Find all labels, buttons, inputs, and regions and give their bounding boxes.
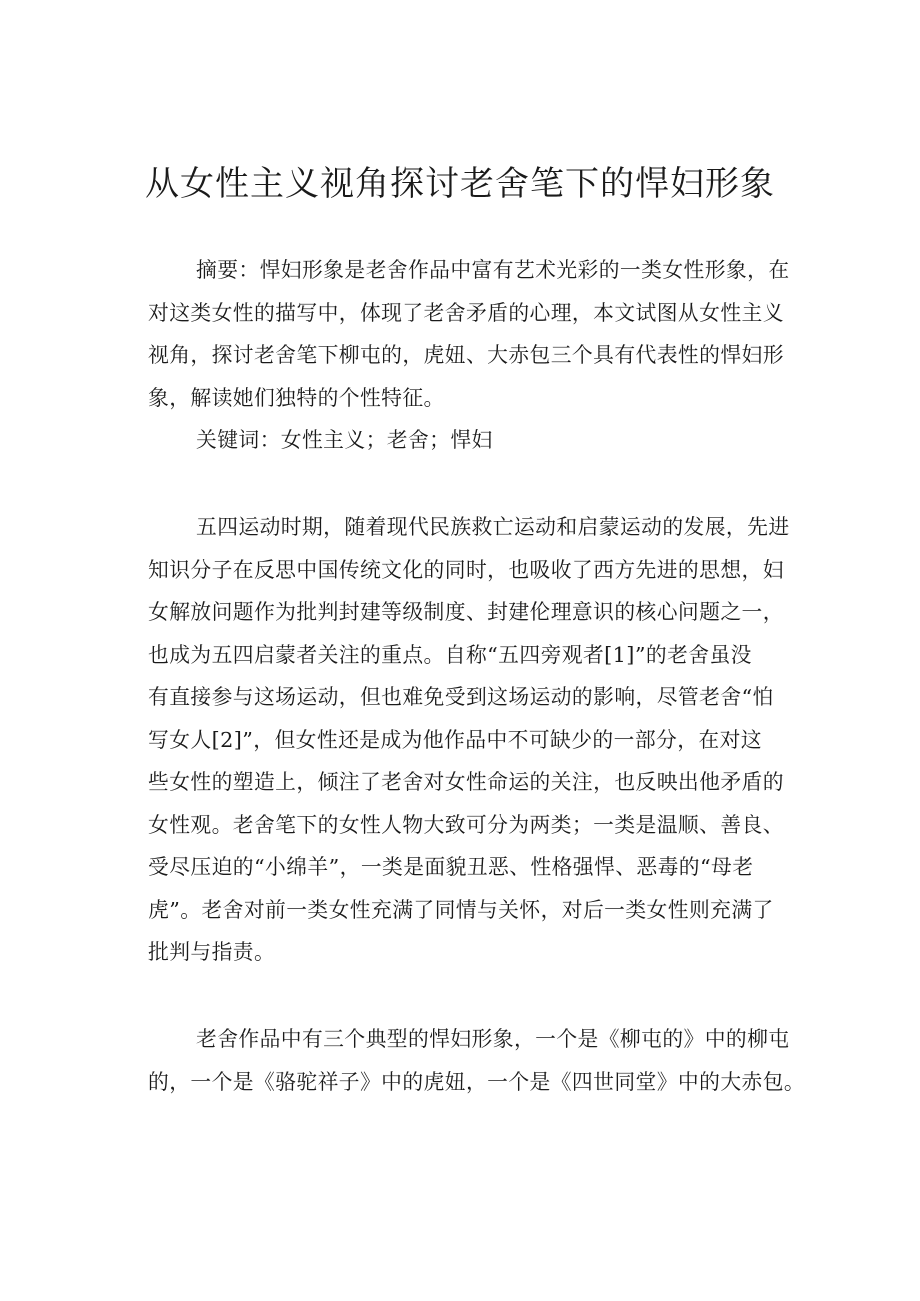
body-line: 有直接参与这场运动，但也难免受到这场运动的影响，尽管老舍“怕	[148, 685, 774, 709]
body-line: 的，一个是《骆驼祥子》中的虎妞，一个是《四世同堂》中的大赤包。	[148, 1069, 806, 1094]
body-line: 写女人[2]”，但女性还是成为他作品中不可缺少的一部分，在对这	[148, 727, 763, 752]
abstract-paragraph	[148, 249, 788, 419]
body-line: 虎”。老舍对前一类女性充满了同情与关怀，对后一类女性则充满了	[148, 897, 774, 922]
body-line: 女性观。老舍笔下的女性人物大致可分为两类；一类是温顺、善良、	[148, 812, 784, 837]
keywords-line: 关键词：女性主义；老舍；悍妇	[196, 428, 493, 452]
keywords-paragraph	[148, 419, 788, 462]
body-line: 知识分子在反思中国传统文化的同时，也吸收了西方先进的思想，妇	[148, 557, 784, 582]
body-line: 也成为五四启蒙者关注的重点。自称“五四旁观者[1]”的老舍虽没	[148, 642, 752, 667]
body-line: 老舍作品中有三个典型的悍妇形象，一个是《柳屯的》中的柳屯	[196, 1027, 790, 1051]
body-line: 女解放问题作为批判封建等级制度、封建伦理意识的核心问题之一，	[148, 600, 784, 624]
body-line: 受尽压迫的“小绵羊”，一类是面貌丑恶、性格强悍、恶毒的“母老	[148, 855, 754, 879]
document-title: 从女性主义视角探讨老舍笔下的悍妇形象	[145, 164, 775, 204]
body-paragraph-1	[148, 506, 788, 974]
abstract-line: 对这类女性的描写中，体现了老舍矛盾的心理，本文试图从女性主义	[148, 300, 784, 325]
body-line: 五四运动时期，随着现代民族救亡运动和启蒙运动的发展，先进	[196, 515, 790, 539]
body-line: 批判与指责。	[148, 940, 276, 964]
body-paragraph-2	[148, 1018, 806, 1103]
abstract-line: 视角，探讨老舍笔下柳屯的，虎妞、大赤包三个具有代表性的悍妇形	[148, 343, 784, 367]
abstract-line: 摘要：悍妇形象是老舍作品中富有艺术光彩的一类女性形象，在	[196, 258, 790, 282]
abstract-line: 象，解读她们独特的个性特征。	[148, 385, 445, 410]
body-line: 些女性的塑造上，倾注了老舍对女性命运的关注，也反映出他矛盾的	[148, 770, 784, 794]
